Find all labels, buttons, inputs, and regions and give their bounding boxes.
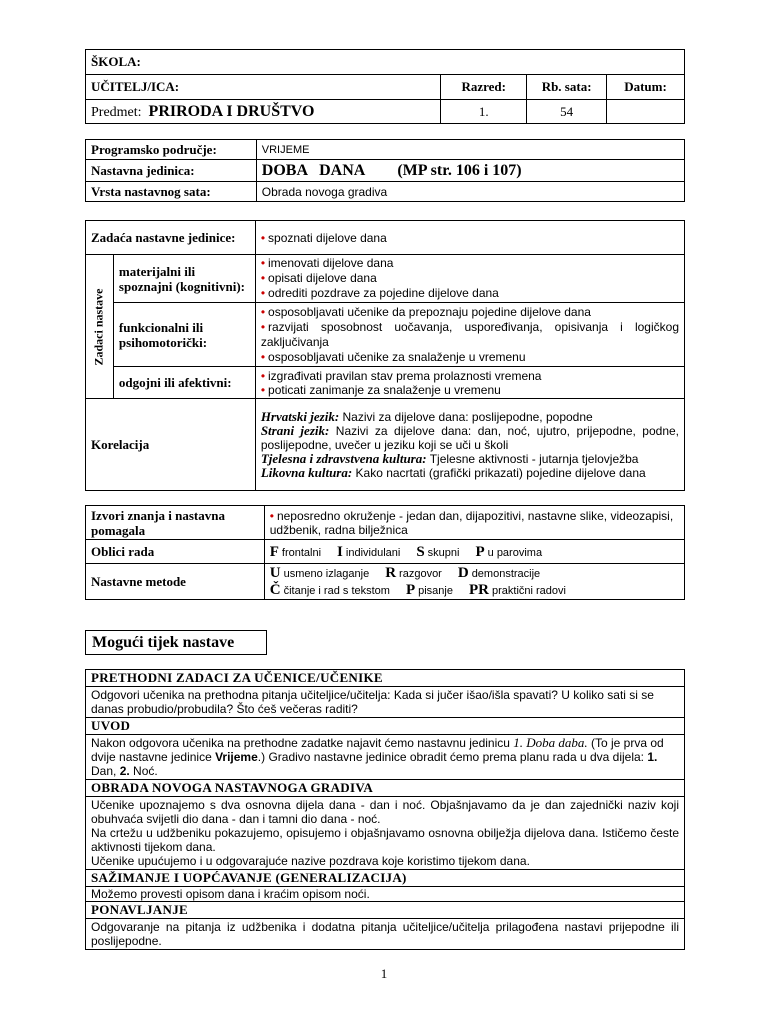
datum-label: Datum: — [607, 75, 685, 100]
predmet-cell — [86, 100, 441, 124]
izvori-table — [85, 505, 685, 600]
section-text: Odgovaranje na pitanja iz udžbenika i dodatna pitanja učiteljice/učitelja prilagođena nastavi prijepodne ili poslijepodne. — [86, 919, 685, 950]
izvori-value: neposredno okruženje - jedan dan, dijapozitivi, nastavne slike, videozapisi, udžbenik, radna bilježnica — [269, 508, 674, 537]
section-heading: PRETHODNI ZADACI ZA UČENICE/UČENIKE — [86, 670, 685, 687]
razred-label: Razred: — [441, 75, 527, 100]
section-heading: SAŽIMANJE I UOPĆAVANJE (GENERALIZACIJA) — [86, 870, 685, 887]
materijalni-label: materijalni ili spoznajni (kognitivni): — [113, 255, 255, 303]
zadaca-items — [255, 221, 684, 255]
korelacija-item: Tjelesna i zdravstvena kultura: Tjelesne aktivnosti - jutarnja tjelovježba — [260, 450, 639, 466]
zadaci-vertical-label: Zadaci nastave — [91, 287, 106, 366]
page-number: 1 — [380, 966, 388, 981]
metoda-item: U usmeno izlaganje — [269, 564, 370, 581]
oblik-item: F frontalni — [269, 543, 322, 560]
bullet-icon: • — [260, 368, 266, 383]
oblici-label: Oblici rada — [86, 540, 265, 564]
bullet-icon: • — [260, 349, 266, 364]
bullet-icon: • — [260, 304, 266, 319]
jedinica-cell — [256, 160, 684, 182]
bullet-icon: • — [260, 319, 266, 334]
bullet-icon: • — [260, 230, 266, 245]
korelacija-item: Hrvatski jezik: Nazivi za dijelove dana: poslijepodne, popodne — [260, 408, 593, 424]
ucitelj-cell — [86, 75, 441, 100]
zadaca-label: Zadaća nastavne jedinice: — [86, 221, 256, 255]
list-item: • osposobljavati učenike za snalaženje u vremenu — [260, 349, 526, 364]
datum-value — [607, 100, 685, 124]
list-item: • poticati zanimanje za snalaženje u vremenu — [260, 382, 501, 397]
funkcionalni-label: funkcionalni ili psihomotorički: — [113, 303, 255, 367]
metoda-item: PR praktični radovi — [468, 581, 566, 598]
list-item: • izgrađivati pravilan stav prema prolaznosti vremena — [260, 368, 542, 383]
section-heading: OBRADA NOVOGA NASTAVNOGA GRADIVA — [86, 780, 685, 797]
jedinica-ref: (MP str. 106 i 107) — [397, 161, 522, 179]
section-heading: UVOD — [86, 718, 685, 735]
section-text: Možemo provesti opisom dana i kraćim opisom noći. — [86, 887, 685, 902]
bullet-icon: • — [260, 256, 266, 270]
program-table — [85, 139, 685, 202]
rb-sata-label: Rb. sata: — [527, 75, 607, 100]
korelacija-item: Likovna kultura: Kako nacrtati (grafički prikazati) pojedine dijelove dana — [260, 464, 646, 480]
header-table — [85, 49, 685, 124]
tijek-table — [85, 669, 685, 950]
izvori-value-cell — [264, 506, 684, 540]
korelacija-label: Korelacija — [86, 399, 256, 491]
tijek-title: Mogući tijek nastave — [86, 631, 267, 655]
predmet-value: PRIRODA I DRUŠTVO — [148, 102, 315, 120]
section-text: Nakon odgovora učenika na prethodne zadatke najavit ćemo nastavnu jedinicu 1. Doba daba. (To je prva od dvije nastavne jedinice Vrijeme.) Gradivo nastavne jedinice obradit ćemo prema planu rada u dva dijela: 1. Dan, 2. Noć. — [86, 735, 685, 780]
izvori-label: Izvori znanja i nastavna pomagala — [86, 506, 265, 540]
oblici-cell — [264, 540, 684, 564]
funkcionalni-items — [255, 303, 684, 367]
section-text: Učenike upoznajemo s dva osnovna dijela dana - dan i noć. Objašnjavamo da je dan zajednički naziv koji obuhvaća svijetli dio dana - dan i tamni dio dana - noć. Na crtežu u udžbeniku pokazujemo, opisujemo i objašnjavamo osnovna obilježja dijelova dana. Ističemo česte aktivnosti tijekom dana. Učenike upućujemo i u odgovarajuće nazive pozdrava koje koristimo tijekom dana. — [86, 797, 685, 870]
odgojni-items — [255, 367, 684, 399]
predmet-label: Predmet: — [91, 104, 142, 120]
podrucje-value: VRIJEME — [256, 140, 684, 160]
zadaci-vertical-cell — [86, 255, 114, 399]
metoda-item: R razgovor — [385, 564, 442, 581]
list-item: • odrediti pozdrave za pojedine dijelove dana — [260, 286, 499, 300]
metode-row — [270, 565, 679, 582]
materijalni-items — [255, 255, 684, 303]
vrsta-label: Vrsta nastavnog sata: — [86, 182, 257, 202]
jedinica-value: DOBA DANA — [261, 161, 366, 179]
section-text: Odgovori učenika na prethodna pitanja učiteljice/učitelja: Kada si jučer išao/išla spavati? U koliko sati si se danas probudio/probudila? Što ćeš večeras raditi? — [86, 687, 685, 718]
zadaca-item: spoznati dijelove dana — [268, 230, 387, 245]
razred-value: 1. — [441, 100, 527, 124]
ucitelj-label: UČITELJ/ICA: — [91, 79, 180, 94]
section-heading: PONAVLJANJE — [86, 902, 685, 919]
bullet-icon: • — [260, 286, 266, 300]
metoda-item: Č čitanje i rad s tekstom — [269, 581, 390, 598]
list-item: • osposobljavati učenike da prepoznaju pojedine dijelove dana — [260, 304, 591, 319]
podrucje-label: Programsko područje: — [86, 140, 257, 160]
oblik-item: P u parovima — [475, 543, 543, 560]
metode-label: Nastavne metode — [86, 564, 265, 600]
oblik-item: S skupni — [416, 543, 460, 560]
vrsta-value: Obrada novoga gradiva — [256, 182, 684, 202]
odgojni-label: odgojni ili afektivni: — [113, 367, 255, 399]
skola-cell — [86, 50, 685, 75]
metoda-item: P pisanje — [405, 581, 453, 598]
tijek-title-box — [85, 630, 267, 655]
bullet-icon: • — [269, 508, 274, 523]
bullet-icon: • — [260, 271, 266, 285]
bullet-icon: • — [260, 382, 266, 397]
skola-label: ŠKOLA: — [91, 54, 141, 69]
metode-cell — [264, 564, 684, 600]
metoda-item: D demonstracije — [457, 564, 541, 581]
korelacija-items — [255, 399, 684, 491]
oblik-item: I individulani — [337, 543, 401, 560]
korelacija-item: Strani jezik: Nazivi za dijelove dana: dan, noć, ujutro, prijepodne, podne, poslijepodne, uvečer u jeziku koji se uči u školi — [260, 422, 680, 452]
zadaci-table — [85, 220, 685, 491]
list-item: • opisati dijelove dana — [260, 271, 377, 285]
rb-sata-value: 54 — [527, 100, 607, 124]
list-item: • razvijati sposobnost uočavanja, uspoređivanja, opisivanja i logičkog zaključivanja — [260, 319, 679, 349]
metode-row — [270, 582, 679, 599]
jedinica-label: Nastavna jedinica: — [86, 160, 257, 182]
list-item: • imenovati dijelove dana — [260, 256, 394, 270]
